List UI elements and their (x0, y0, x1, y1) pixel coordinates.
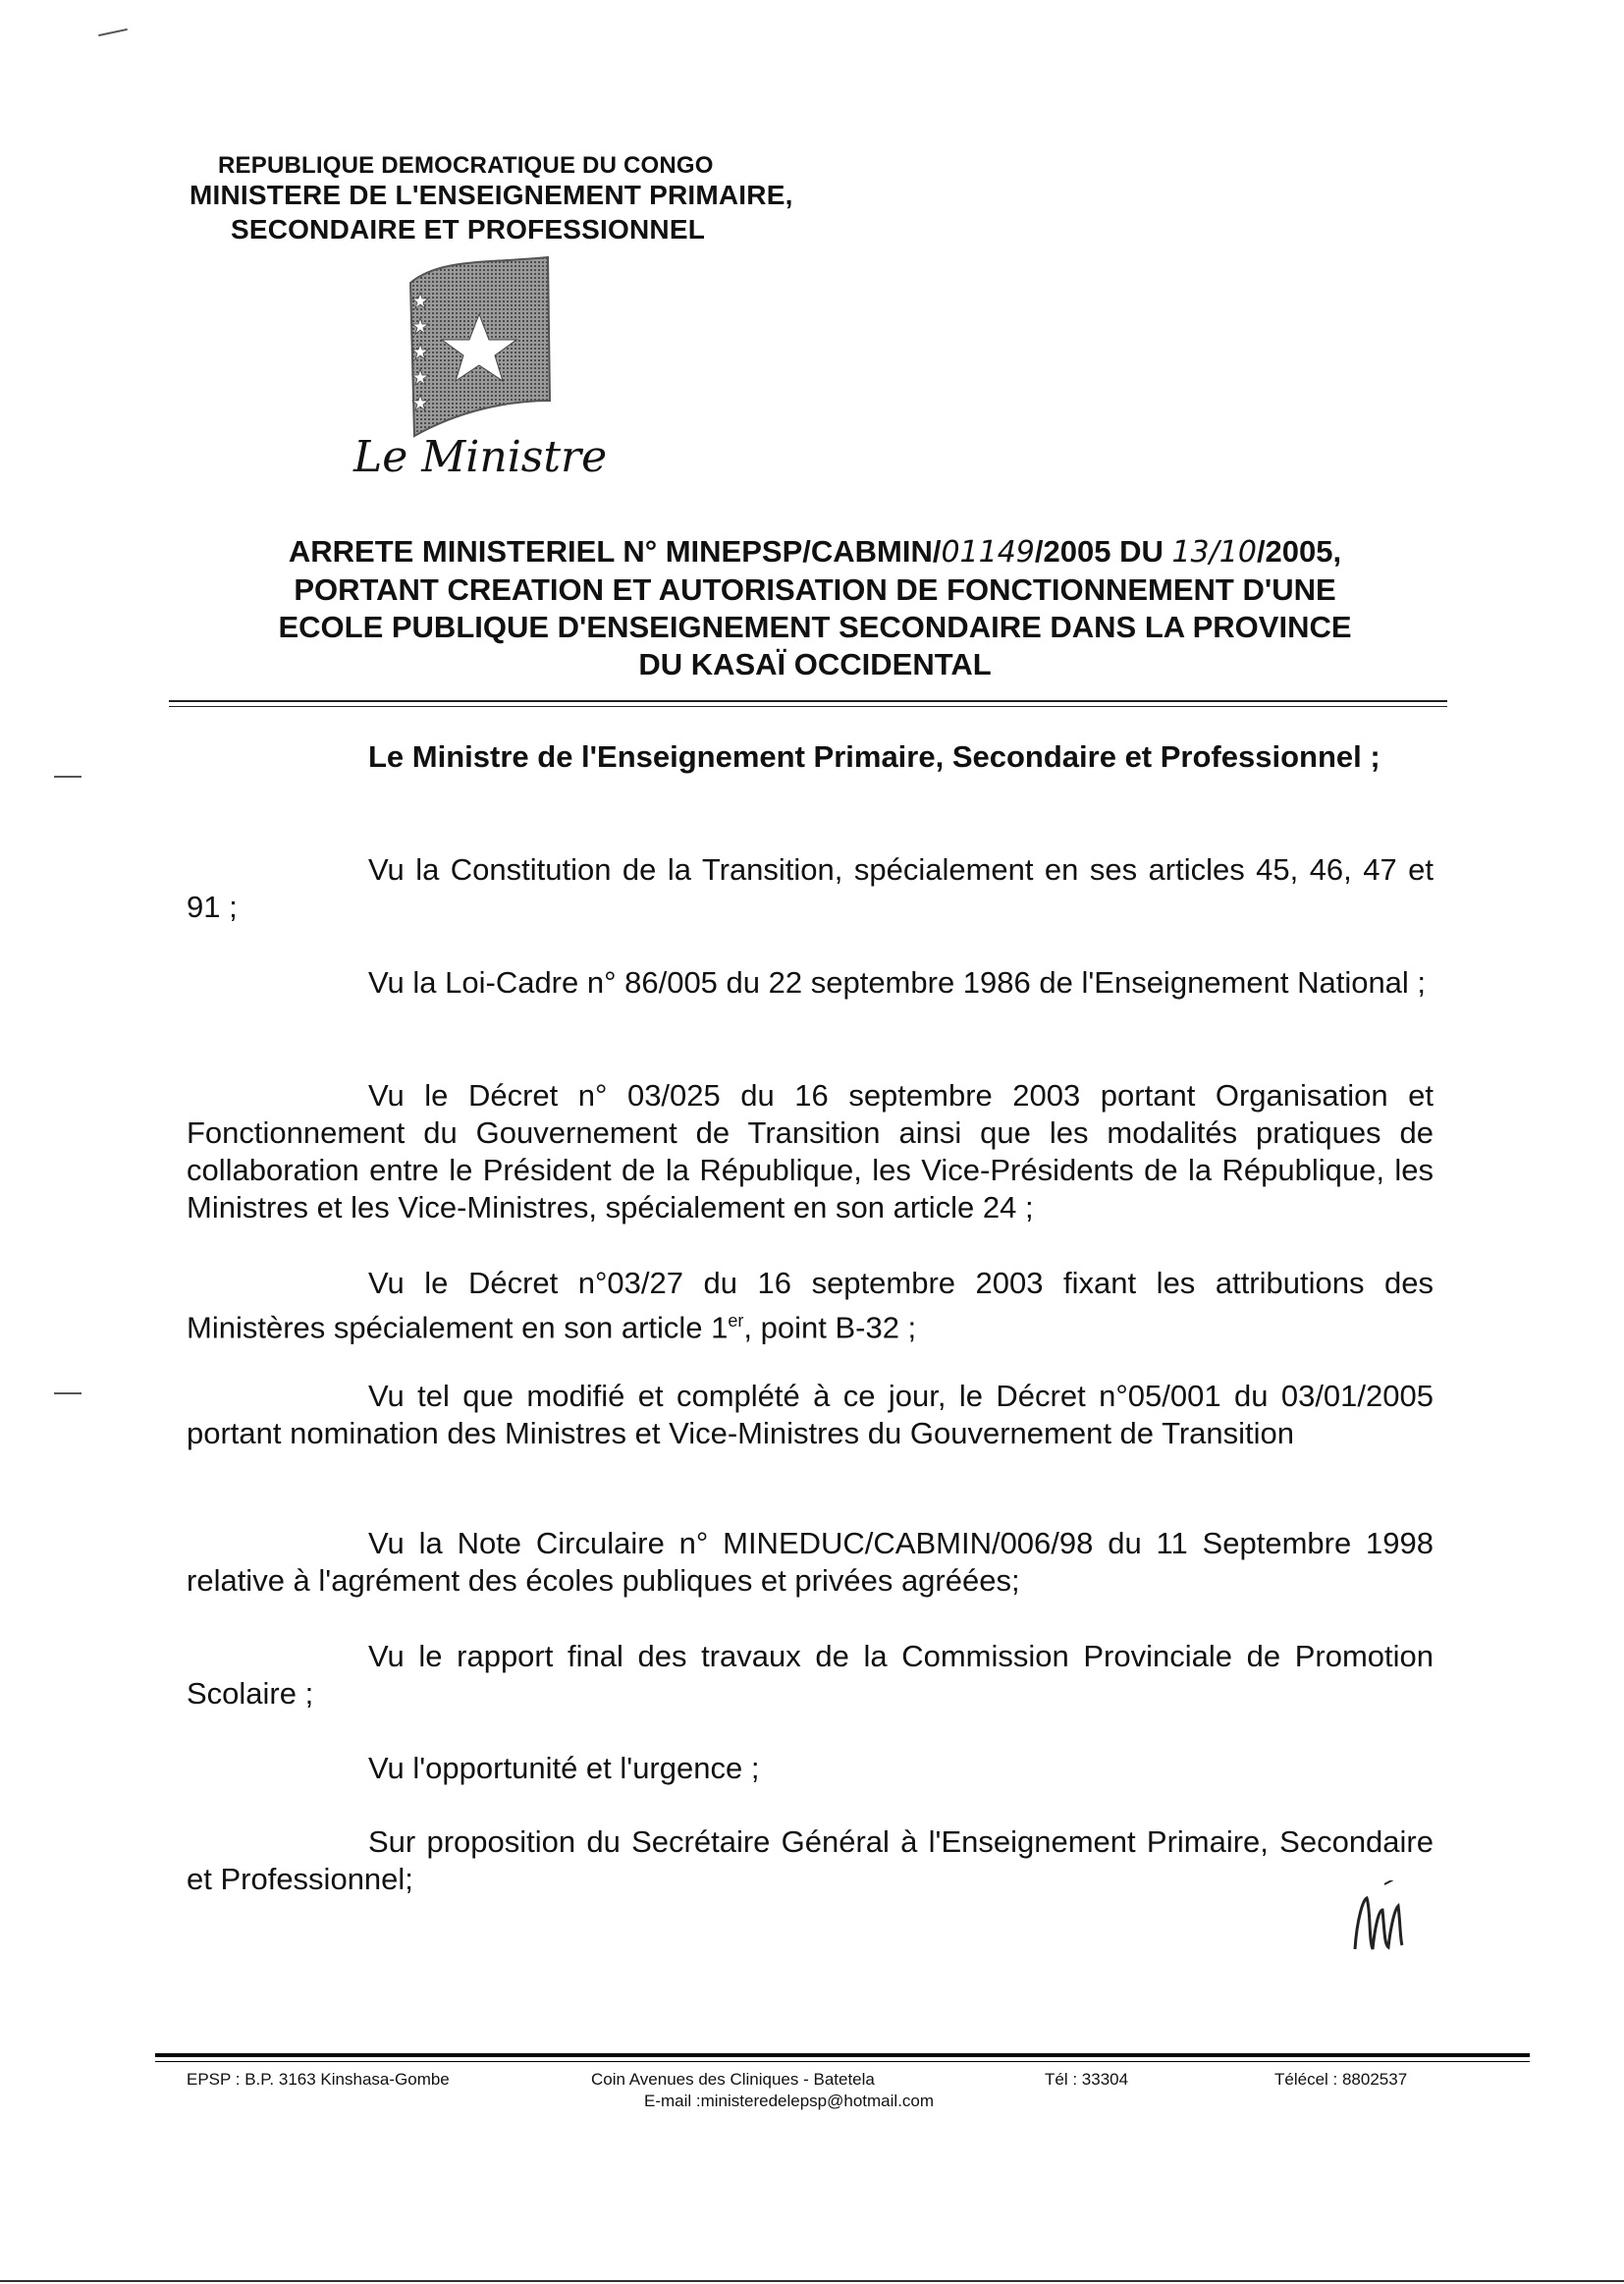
paragraph-constitution: Vu la Constitution de la Transition, spécialement en ses articles 45, 46, 47 et 91 ; (187, 852, 1434, 924)
paragraph-decret-03-025: Vu le Décret n° 03/025 du 16 septembre 2003 portant Organisation et Fonctionnement du Gouvernement de Transition ainsi que les modalités pratiques de collaboration entre le Président de la République, les Vice-Présidents de la République, les Ministres et les Vice-Ministres, spécialement en son article 24 ; (187, 1078, 1434, 1224)
decree-date: 13/10 (1171, 535, 1257, 570)
decree-prefix: ARRETE MINISTERIEL N° MINEPSP/CABMIN/ (288, 534, 942, 569)
footer-telecel: Télécel : 8802537 (1274, 2070, 1408, 2089)
initials-signature-icon (1345, 1880, 1414, 1964)
footer-corner: Coin Avenues des Cliniques - Batetela (591, 2070, 875, 2089)
footer-divider (155, 2061, 1530, 2062)
footer-email: E-mail :ministeredelepsp@hotmail.com (644, 2092, 935, 2110)
footer-divider (155, 2053, 1530, 2057)
footer-tel: Tél : 33304 (1045, 2070, 1129, 2089)
paragraph-decret-03-27: Vu le Décret n°03/27 du 16 septembre 2003 fixant les attributions des Ministères spécialement en son article 1er, point B-32 ; (187, 1266, 1434, 1345)
ministry-line-2: SECONDAIRE ET PROFESSIONNEL (231, 214, 706, 245)
paragraph-decret-05-001: Vu tel que modifié et complété à ce jour, le Décret n°05/001 du 03/01/2005 portant nomination des Ministres et Vice-Ministres du Gouvernement de Transition (187, 1379, 1434, 1450)
decree-title (167, 533, 1463, 683)
decree-line-2: PORTANT CREATION ET AUTORISATION DE FONCTIONNEMENT D'UNE (294, 572, 1336, 607)
paragraph-loi-cadre: Vu la Loi-Cadre n° 86/005 du 22 septembre 1986 de l'Enseignement National ; (368, 965, 1427, 1000)
paragraph-minister: Le Ministre de l'Enseignement Primaire, Secondaire et Professionnel ; (368, 739, 1380, 774)
scan-mark (98, 28, 128, 36)
country-name: REPUBLIQUE DEMOCRATIQUE DU CONGO (218, 152, 714, 179)
paragraph-proposition: Sur proposition du Secrétaire Général à l'Enseignement Primaire, Secondaire et Professionnel; (187, 1824, 1434, 1896)
decree-year-sep: /2005 DU (1034, 534, 1172, 569)
footer-address: EPSP : B.P. 3163 Kinshasa-Gombe (187, 2070, 450, 2089)
ministry-line-1: MINISTERE DE L'ENSEIGNEMENT PRIMAIRE, (189, 180, 793, 210)
paragraph-note-circulaire: Vu la Note Circulaire n° MINEDUC/CABMIN/006/98 du 11 Septembre 1998 relative à l'agrément des écoles publiques et privées agréées; (187, 1526, 1434, 1598)
scan-mark (54, 776, 81, 778)
paragraph-rapport: Vu le rapport final des travaux de la Commission Provinciale de Promotion Scolaire ; (187, 1639, 1434, 1711)
decree-year-end: /2005, (1256, 534, 1342, 569)
flag-with-star-icon (401, 253, 558, 438)
decree-line-3: ECOLE PUBLIQUE D'ENSEIGNEMENT SECONDAIRE DANS LA PROVINCE (278, 610, 1352, 644)
title-divider (169, 706, 1447, 707)
decree-line-4: DU KASAÏ OCCIDENTAL (638, 647, 992, 681)
minister-heading: Le Ministre (353, 432, 608, 482)
paragraph-opportunite: Vu l'opportunité et l'urgence ; (368, 1751, 760, 1785)
title-divider (169, 700, 1447, 702)
decree-number: 01149 (941, 535, 1035, 570)
page-bottom-edge (0, 2280, 1624, 2282)
scan-mark (54, 1392, 81, 1394)
